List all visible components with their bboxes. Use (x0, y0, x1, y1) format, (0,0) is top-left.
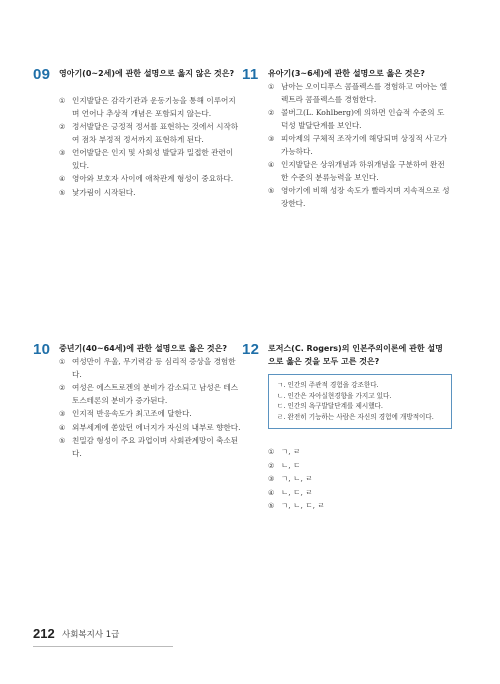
option-3[interactable] (268, 473, 450, 486)
option-4[interactable] (268, 487, 450, 500)
option-marker: ③ (59, 410, 66, 418)
option-2[interactable] (268, 107, 450, 132)
question-stem: 유아기(3~6세)에 관한 설명으로 옳은 것은? (268, 69, 425, 78)
option-4[interactable] (268, 159, 450, 184)
question-stem: 로저스(C. Rogers)의 인본주의이론에 관한 설명으로 옳은 것을 모두 고른 것은? (268, 344, 443, 366)
option-text: 여성은 에스트로겐의 분비가 감소되고 남성은 테스토스테론의 분비가 증가된다. (72, 383, 239, 405)
option-marker: ⑤ (268, 502, 275, 510)
option-list (59, 95, 241, 200)
question-09 (33, 66, 243, 266)
option-marker: ① (268, 448, 275, 456)
book-title: 사회복지사 1급 (62, 630, 120, 640)
option-marker: ③ (268, 135, 275, 143)
option-text: 여성만이 우울, 무기력감 등 심리적 증상을 경험한다. (72, 357, 236, 379)
option-1[interactable] (268, 446, 450, 459)
statement-item: ㄹ. 완전히 기능하는 사람은 자신의 경험에 개방적이다. (277, 412, 434, 421)
question-number: 09 (33, 66, 51, 83)
option-marker: ② (59, 123, 66, 131)
option-1[interactable] (59, 356, 241, 381)
page-number: 212 (33, 626, 55, 641)
option-marker: ① (59, 358, 66, 366)
statement-item: ㄴ. 인간은 자아실현경향을 가지고 있다. (277, 391, 392, 400)
question-number: 12 (242, 341, 260, 358)
option-text: 낯가림이 시작된다. (72, 187, 136, 197)
question-10 (33, 341, 243, 501)
question-12 (242, 341, 457, 521)
option-2[interactable] (59, 382, 241, 407)
option-5[interactable] (268, 500, 450, 513)
option-marker: ③ (59, 149, 66, 157)
option-marker: ④ (268, 161, 275, 169)
option-text: 콜버그(L. Kohlberg)에 의하면 인습적 수준의 도덕성 발달단계를 보인다. (281, 108, 445, 130)
question-stem: 중년기(40~64세)에 관한 설명으로 옳은 것은? (59, 344, 227, 353)
option-1[interactable] (59, 95, 241, 120)
option-5[interactable] (268, 185, 450, 210)
option-1[interactable] (268, 81, 450, 106)
option-text: 정서발달은 긍정적 정서를 표현하는 것에서 시작하여 점차 부정적 정서까지 표현하게 된다. (72, 122, 239, 144)
option-3[interactable] (59, 147, 241, 172)
option-text: 영아와 보호자 사이에 애착관계 형성이 중요하다. (72, 174, 234, 183)
option-text: ㄱ, ㄴ, ㄷ, ㄹ (281, 501, 325, 510)
option-list (59, 356, 241, 461)
option-marker: ② (268, 109, 275, 117)
statement-item: ㄱ. 인간의 주관적 경험을 강조한다. (277, 381, 379, 389)
option-marker: ⑤ (59, 437, 66, 445)
statement-item: ㄷ. 인간의 욕구발달단계를 제시했다. (277, 402, 384, 410)
option-3[interactable] (268, 133, 450, 158)
option-marker: ② (268, 461, 275, 470)
option-text: ㄴ, ㄷ (281, 460, 301, 470)
question-11 (242, 66, 452, 266)
question-stem: 영아기(0~2세)에 관한 설명으로 옳지 않은 것은? (59, 69, 235, 78)
option-5[interactable] (59, 187, 241, 200)
option-5[interactable] (59, 435, 241, 460)
option-text: 친밀감 형성이 주요 과업이며 사회관계망이 축소된다. (72, 436, 239, 458)
option-2[interactable] (59, 121, 241, 146)
option-text: 외부세계에 쏟았던 에너지가 자신의 내부로 향한다. (72, 422, 241, 432)
statement-box (268, 374, 452, 429)
option-list (268, 446, 450, 514)
option-text: 언어발달은 인지 및 사회성 발달과 밀접한 관련이 있다. (72, 148, 234, 170)
option-2[interactable] (268, 460, 450, 473)
option-text: 인지적 반응속도가 최고조에 달한다. (72, 409, 192, 418)
option-marker: ④ (59, 423, 66, 432)
option-text: 남아는 오이디푸스 콤플렉스를 경험하고 여아는 엘렉트라 콤플렉스를 경험한다. (281, 82, 448, 104)
option-4[interactable] (59, 422, 241, 435)
option-text: ㄱ, ㄴ, ㄹ (281, 474, 313, 483)
option-marker: ⑤ (268, 187, 275, 195)
option-text: 인지발달은 감각기관과 운동기능을 통해 이루어지며 언어나 추상적 개념은 포함되지 않는다. (72, 96, 236, 118)
option-text: 피아제의 구체적 조작기에 해당되며 상징적 사고가 가능하다. (281, 134, 448, 156)
option-marker: ② (59, 384, 66, 392)
option-marker: ④ (59, 175, 66, 183)
option-text: ㄱ, ㄹ (281, 447, 301, 456)
option-marker: ③ (268, 475, 275, 483)
option-marker: ④ (268, 488, 275, 497)
question-number: 11 (242, 66, 259, 83)
option-marker: ⑤ (59, 188, 66, 197)
question-number: 10 (33, 341, 51, 358)
option-text: ㄴ, ㄷ, ㄹ (281, 487, 313, 497)
option-marker: ① (59, 97, 66, 105)
option-text: 영아기에 비해 성장 속도가 빨라지며 지속적으로 성장한다. (281, 186, 450, 208)
option-list (268, 81, 450, 211)
option-4[interactable] (59, 173, 241, 186)
footer-divider (33, 646, 173, 647)
option-marker: ① (268, 83, 275, 91)
option-3[interactable] (59, 408, 241, 421)
option-text: 인지발달은 상위개념과 하위개념을 구분하여 완전한 수준의 분류능력을 보인다. (281, 160, 445, 182)
